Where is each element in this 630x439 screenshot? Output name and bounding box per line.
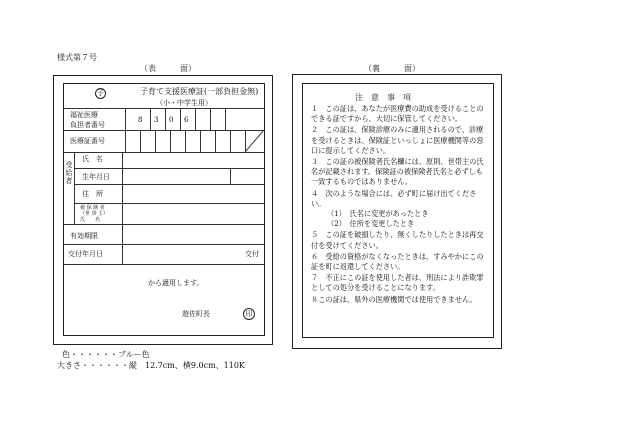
seal-mark: 印 (243, 308, 255, 320)
note-item: ２ この証は、保険診療のみに適用されるので、診療を受けるときは、保険証といっしょに医療機関等の窓口に提示してください。 (311, 125, 484, 155)
front-card (63, 83, 265, 336)
back-card (302, 83, 494, 338)
note-item: １ この証は、あなたが医療費の助成を受けることのできる証ですから、大切に保管してください。 (311, 104, 484, 124)
payer-digit: 0 (169, 116, 174, 124)
payer-label-2: 負担者番号 (70, 121, 105, 129)
note-subitem: （2） 住所を変更したとき (327, 219, 415, 229)
recipient-label: 受給者 (65, 161, 73, 185)
note-item: ７ 不正にこの証を使用した者は、刑法により詐欺罪としての処分を受けることになります。 (311, 273, 484, 293)
issue-label: 交付年月日 (68, 250, 103, 258)
notes-title: 注 意 事 項 (355, 93, 411, 102)
issuer-text: 遊佐町長 (182, 310, 210, 318)
cert-slash (245, 130, 264, 152)
size-line: 大きさ・・・・・・縦 12.7cm、横9.0cm、110K (57, 361, 245, 370)
front-side-label: （表 面） (140, 64, 196, 73)
note-item: ８この証は、県外の医療機関では使用できません。 (311, 294, 477, 304)
payer-label-1: 福祉医療 (70, 111, 98, 119)
valid-label: 有効期限 (70, 232, 98, 240)
name-label: 氏 名 (82, 155, 103, 163)
cert-number-label: 医療証番号 (70, 137, 105, 145)
back-side-label: （裏 面） (364, 64, 420, 73)
insured-label-3: 氏 名 (80, 217, 101, 223)
payer-digit: 3 (154, 116, 159, 124)
note-item: ３ この証の被保険者氏名欄には、原則、世帯主の氏名が記載されます。保険証の被保険者氏名と必ずしも一致するものではありません。 (311, 157, 484, 187)
note-item: ４ 次のような場合には、必ず町に届け出てください。 (311, 188, 477, 208)
birth-label: 生年月日 (82, 173, 110, 181)
insured-label-2: （世 帯 主） (80, 211, 109, 217)
payer-digit: 8 (138, 116, 143, 124)
form-number: 様式第７号 (57, 53, 97, 62)
payer-digit: 6 (184, 116, 189, 124)
note-item: ５ この証を破損したり、無くしたりしたときは再交付を受けてください。 (311, 230, 484, 250)
note-item: ６ 受給の資格がなくなったときは、すみやかにこの証を町に返還してください。 (311, 251, 484, 272)
card-subtitle: （小・中学生用） (156, 99, 212, 107)
notes-list (311, 104, 489, 305)
card-title: 子育て支援医療証(一部負担金無) (140, 87, 259, 96)
note-subitem: （1） 氏名に変更があったとき (327, 209, 429, 219)
issue-suffix: 交付 (245, 250, 259, 258)
color-line: 色・・・・・・ブルー色 (62, 350, 150, 359)
insured-label-1: 被 保 険 者 (80, 205, 105, 211)
number-mark: 子 (97, 89, 104, 97)
address-label: 住 所 (82, 190, 103, 198)
applies-text: から適用します。 (148, 279, 204, 287)
